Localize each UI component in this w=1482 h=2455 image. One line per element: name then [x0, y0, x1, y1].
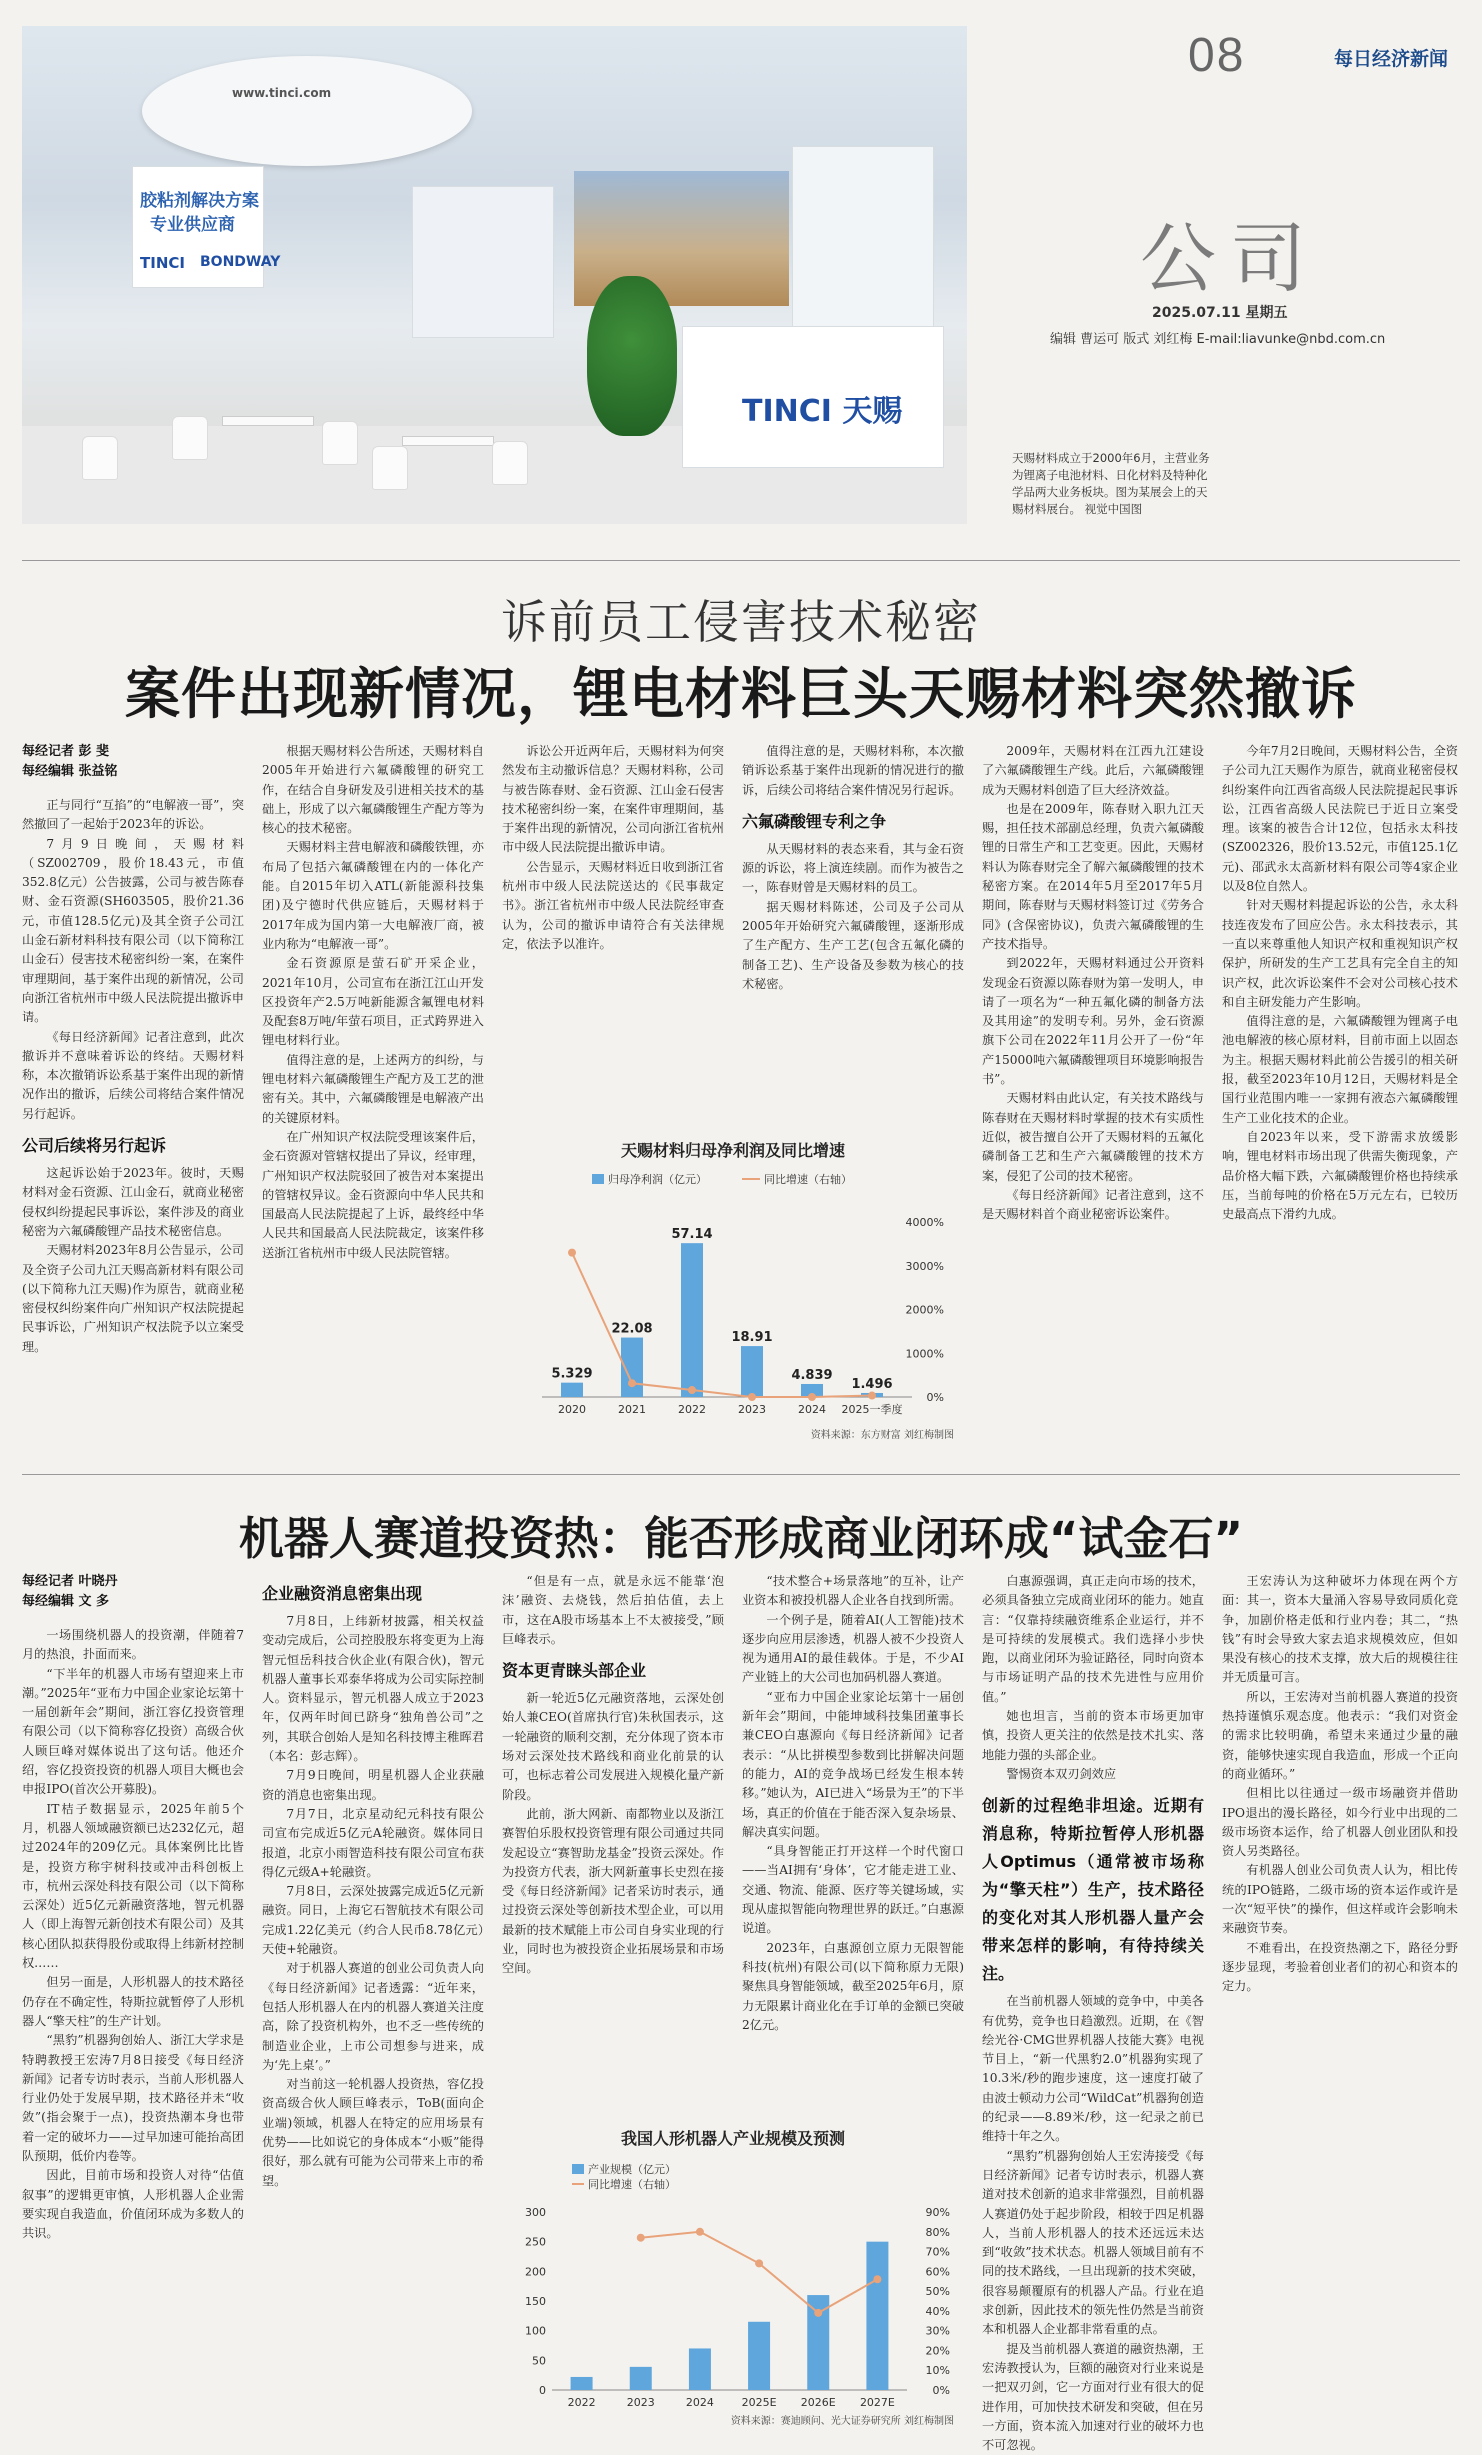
divider [22, 1474, 1460, 1475]
x-tick-label: 2020 [558, 1403, 586, 1416]
paragraph: 此前，浙大网新、南都物业以及浙江赛智伯乐股权投资管理有限公司通过共同发起设立“赛智助龙基金”投资云深处。作为投资方代表，浙大网新董事长史烈在接受《每日经济新闻》记者采访时表示，通过投资云深处等创新技术型企业，可以用最新的技术赋能上市公司自身实业现的行业，同时也为被投资企业拓展场景和市场空间。 [502, 1806, 724, 1976]
paragraph: 值得注意的是，天赐材料称，本次撤销诉讼系基于案件出现新的情况进行的撤诉，后续公司将结合案件情况另行起诉。 [742, 744, 964, 797]
x-tick-label: 2025一季度 [841, 1403, 903, 1416]
x-tick-label: 2026E [800, 2396, 836, 2409]
chair [172, 416, 208, 460]
right-tick-label: 10% [925, 2364, 950, 2378]
booth-photo [22, 26, 967, 524]
left-tick-label: 250 [525, 2235, 546, 2249]
paragraph: 根据天赐材料公告所述，天赐材料自2005年开始进行六氟磷酸锂的研究工作，在结合自身研发及引进相关技术的基础上，形成了以六氟磷酸锂生产配方等为核心的技术秘密。 [262, 744, 484, 836]
article2-col3 [502, 1572, 724, 2112]
sign-line-1: 胶粘剂解决方案 [140, 191, 259, 211]
x-tick-label: 2023 [626, 2396, 655, 2409]
paragraph: 有机器人创业公司负责人认为，相比传统的IPO链路，二级市场的资本运作或许是一次“短平快”的操作，但这样或许会影响未来融资节奏。 [1222, 1863, 1458, 1936]
growth-point [808, 1393, 816, 1401]
right-tick-label: 70% [925, 2245, 950, 2259]
paragraph: 2023年，白惠源创立原力无限智能科技(杭州)有限公司(以下简称原力无限)聚焦具身智能领域，截至2025年6月，原力无限累计商业化在手订单的金额已突破2亿元。 [742, 1940, 964, 2032]
paragraph: 金石资源原是萤石矿开采企业，2021年10月，公司宣布在浙江江山开发区投资年产2.5万吨新能源含氟锂电材料及配套8万吨/年萤石项目，正式跨界进入锂电材料行业。 [262, 956, 484, 1048]
plant [587, 276, 677, 436]
brand-bondway: BONDWAY [200, 254, 281, 270]
chart-source: 资料来源：赛迪顾问、光大证券研究所 刘红梅制图 [730, 2416, 954, 2427]
legend-bar-label: 产业规模（亿元） [588, 2163, 676, 2176]
display-panel-right [792, 146, 934, 338]
page-number: 08 [1188, 29, 1246, 82]
paragraph: 新一轮近5亿元融资落地，云深处创始人兼CEO(首席执行官)朱秋国表示，这一轮融资的顺利交割，充分体现了资本市场对云深处技术路线和商业化前景的认可，也标志着公司发展进入规模化量产新阶段。 [502, 1691, 724, 1802]
chart-net-profit [502, 1132, 964, 1447]
paragraph: 白惠源强调，真正走向市场的技术，必须具备独立完成商业闭环的能力。她直言：“仅靠持续融资维系企业运行，并不是可持续的发展模式。我们选择小步快跑，以商业闭环为验证路径，同时向资本与市场证明产品的技术先进性与应用价值。” [982, 1574, 1204, 1704]
right-tick-label: 30% [925, 2324, 950, 2338]
chair [492, 441, 528, 485]
subheading: 企业融资消息密集出现 [262, 1584, 423, 1603]
left-tick-label: 100 [525, 2324, 546, 2338]
paragraph: “技术整合+场景落地”的互补，让产业资本和被投机器人企业各自找到所需。 [742, 1574, 964, 1608]
paragraph: 针对天赐材料提起诉讼的公告，永太科技连夜发布了回应公告。永太科技表示，其一直以来尊重他人知识产权和重视知识产权保护，所研发的生产工艺具有完全自主的知识产权，此次诉讼案件不会对公司核心技术和自主研发能力产生影响。 [1222, 898, 1458, 1009]
ceiling-sign [142, 56, 472, 166]
paragraph: 在当前机器人领域的竞争中，中美各有优势，竞争也日趋激烈。近期，在《智绘光谷·CMG世界机器人技能大赛》电视节目上，“新一代黑豹2.0”机器狗实现了10.3米/秒的跑步速度，这一速度打破了由波士顿动力公司“WildCat”机器狗创造的纪录——8.89米/秒，这一纪录之前已维持十年之久。 [982, 1994, 1204, 2144]
article2-col2 [262, 1572, 484, 2432]
article2-col5 [982, 1572, 1204, 2453]
paragraph: 但另一面是，人形机器人的技术路径仍存在不确定性，特斯拉就暂停了人形机器人“擎天柱”的生产计划。 [22, 1975, 244, 2028]
article1-kicker: 诉前员工侵害技术秘密 [501, 595, 981, 649]
byline [22, 1572, 244, 1612]
paragraph: 对当前这一轮机器人投资热，容亿投资高级合伙人顾巨峰表示，ToB(面向企业端)领域，机器人在特定的应用场景有优势——比如说它的身体成本“小贩”能得很好，那么就有可能为公司带来上市的希望。 [262, 2077, 484, 2188]
legend-line-label: 同比增速（右轴） [764, 1173, 852, 1186]
growth-point [755, 2259, 763, 2267]
paragraph: 所以，王宏涛对当前机器人赛道的投资热持谨慎乐观态度。他表示：“我们对资金的需求比较明确，希望未来通过少量的融资，能够快速实现自我造血，形成一个正向的商业循环。” [1222, 1689, 1458, 1781]
paragraph: 7月7日，北京星动纪元科技有限公司宣布完成近5亿元A轮融资。媒体同日报道，北京小雨智造科技有限公司宣布获得亿元级A+轮融资。 [262, 1806, 484, 1879]
left-tick-label: 300 [525, 2206, 546, 2219]
paragraph: 她也坦言，当前的资本市场更加审慎，投资人更关注的依然是技术扎实、落地能力强的头部企业。 [982, 1709, 1204, 1762]
article2-col4 [742, 1572, 964, 2112]
legend-bar-swatch [592, 1174, 604, 1184]
left-tick-label: 150 [525, 2295, 546, 2308]
divider [22, 560, 1460, 561]
paragraph: 《每日经济新闻》记者注意到，这不是天赐材料首个商业秘密诉讼案件。 [982, 1187, 1204, 1222]
bar [571, 2377, 593, 2390]
paragraph: 但相比以往通过一级市场融资并借助IPO退出的漫长路径，如今行业中出现的二级市场资本运作，给了机器人创业团队和投资人另类路径。 [1222, 1786, 1458, 1859]
right-tick-label: 4000% [905, 1216, 944, 1229]
paragraph: IT桔子数据显示，2025年前5个月，机器人领域融资额已达232亿元，超过2024年的209亿元。具体案例比比皆是，投资方称宇树科技或冲击科创板上市，杭州云深处科技有限公司（以下简称云深处）近5亿元新融资落地，智元机器人（即上海智元新创技术有限公司）及其核心团队拟获得股份或取得上纬新材控制权…… [22, 1801, 244, 1971]
paragraph: 天赐材料2023年8月公告显示，公司及全资子公司九江天赐高新材料有限公司(以下简称九江天赐)作为原告，就商业秘密侵权纠纷案件向广州知识产权法院提起民事诉讼，广州知识产权法院予以立案受理。 [22, 1243, 244, 1354]
paragraph: 从天赐材料的表态来看，其与金石资源的诉讼，将上演连续剧。而作为被告之一，陈春财曾是天赐材料的员工。 [742, 841, 964, 895]
bar-value-label: 22.08 [611, 1321, 653, 1337]
article2-col1 [22, 1572, 244, 2432]
paragraph: 值得注意的是，上述两方的纠纷，与锂电材料六氟磷酸锂生产配方及工艺的泄密有关。其中，六氟磷酸锂是电解液产出的关键原材料。 [262, 1052, 484, 1125]
article1-col3 [502, 742, 724, 1122]
subheading: 公司后续将另行起诉 [22, 1136, 167, 1156]
paragraph: 王宏涛认为这种破坏力体现在两个方面：其一，资本大量涌入容易导致同质化竞争，加剧价格走低和行业内卷；其二，“热钱”有时会导致大家去追求规模效应，但如果没有核心的技术支撑，放大后的规模往往并无质量可言。 [1222, 1574, 1458, 1685]
right-tick-label: 60% [925, 2265, 950, 2279]
x-tick-label: 2022 [678, 1403, 706, 1416]
legend-line-label: 同比增速（右轴） [588, 2178, 676, 2191]
x-tick-label: 2024 [798, 1403, 826, 1416]
x-tick-label: 2027E [859, 2396, 895, 2409]
paragraph: “但是有一点，就是永远不能靠‘泡沫’融资、去烧钱，然后拍估值，去上市，这在A股市场基本上不太被接受，”顾巨峰表示。 [502, 1574, 724, 1646]
paragraph: “具身智能正打开这样一个时代窗口——当AI拥有‘身体’，它才能走进工业、交通、物流、能源、医疗等关键场域，实现从虚拟智能向物理世界的跃迁。”白惠源说道。 [742, 1844, 964, 1936]
table [222, 416, 314, 426]
chart-title: 天赐材料归母净利润及同比增速 [620, 1141, 846, 1160]
paragraph: “亚布力中国企业家论坛第十一届创新年会”期间，中能坤域科技集团董事长兼CEO白惠源向《每日经济新闻》记者表示：“从比拼模型参数到比拼解决问题的能力，AI的竞争战场已经发生根本转移。”她认为，AI已进入“场景为王”的下半场，真正的价值在于能否深入复杂场景、解决真实问题。 [742, 1689, 964, 1839]
right-tick-label: 0% [932, 2384, 950, 2397]
paragraph: 对于机器人赛道的创业公司负责人向《每日经济新闻》记者透露：“近年来，包括人形机器人在内的机器人赛道关注度高，除了投资机构外，也不乏一些传统的制造业企业，上市公司想参与进来，成为‘先上桌’。” [262, 1961, 484, 2072]
right-tick-label: 80% [925, 2225, 950, 2239]
chair [372, 446, 408, 490]
bar [561, 1383, 583, 1397]
right-tick-label: 90% [925, 2206, 950, 2219]
section-title: 公司 [1140, 214, 1320, 303]
paragraph: “黑豹”机器狗创始人王宏涛接受《每日经济新闻》记者专访时表示，机器人赛道对技术创新的追求非常强烈，目前机器人赛道仍处于起步阶段，相较于四足机器人，当前人形机器人的技术还远远未达到“收敛”技术状态。机器人领域目前有不同的技术路线，一旦出现新的技术突破，很容易颠覆原有的机器人产品。行业在追求创新，因此技术的领先性仍然是当前资本和机器人企业都非常看重的点。 [982, 2148, 1204, 2337]
paragraph: 自2023年以来，受下游需求放缓影响，锂电材料市场出现了供需失衡现象，产品价格大幅下跌，六氟磷酸锂价格也持续承压，当前每吨的价格在5万元左右，已较历史最高点下滑约九成。 [1222, 1129, 1458, 1222]
paragraph: 《每日经济新闻》记者注意到，此次撤诉并不意味着诉讼的终结。天赐材料称，本次撤销诉讼系基于案件出现的新情况作出的撤诉，后续公司将结合案件情况另行起诉。 [22, 1029, 244, 1121]
byline [22, 742, 244, 782]
chair [322, 421, 358, 465]
left-tick-label: 200 [525, 2265, 546, 2279]
bar-value-label: 4.839 [791, 1367, 833, 1383]
display-panel-mid [412, 186, 554, 338]
growth-point [814, 2309, 822, 2317]
left-tick-label: 0 [539, 2384, 546, 2397]
table [402, 436, 494, 446]
paragraph: 提及当前机器人赛道的融资热潮，王宏涛教授认为，巨额的融资对行业来说是一把双刃剑，它一方面对行业有很大的促进作用，可加快技术研发和突破，但在另一方面，资本流入加速对行业的破坏力也不可忽视。 [982, 2341, 1204, 2453]
bar [741, 1346, 763, 1397]
growth-point [688, 1386, 696, 1394]
x-tick-label: 2023 [738, 1403, 766, 1416]
photo-caption: 天赐材料成立于2000年6月，主营业务为锂离子电池材料、日化材料及特种化学品两大业务板块。图为某展会上的天赐材料展台。 视觉中国图 [1012, 451, 1210, 516]
bar [748, 2322, 770, 2390]
right-tick-label: 40% [925, 2304, 950, 2318]
paper-name: 每日经济新闻 [1334, 48, 1449, 70]
growth-point [868, 1392, 876, 1400]
paragraph: 天赐材料由此认定，有关技术路线与陈春财在天赐材料时掌握的技术有实质性近似，被告擅自公开了天赐材料的五氟化磷制备工艺和生产六氟磷酸锂的技术方案，侵犯了公司的技术秘密。 [982, 1091, 1204, 1183]
paragraph: 在广州知识产权法院受理该案件后，金石资源对管辖权提出了异议，经审理，广州知识产权法院驳回了被告对本案提出的管辖权异议。金石资源向中华人民共和国最高人民法院提起了上诉，最终经中华人民共和国最高人民法院裁定，该案件移送浙江省杭州市中级人民法院管辖。 [262, 1129, 484, 1260]
paragraph: 2009年，天赐材料在江西九江建设了六氟磷酸锂生产线。此后，六氟磷酸锂成为天赐材料创造了巨大经济效益。 [982, 744, 1204, 797]
growth-point [637, 2234, 645, 2242]
website-text: www.tinci.com [232, 86, 332, 100]
paragraph: 诉讼公开近两年后，天赐材料为何突然发布主动撤诉信息？天赐材料称，公司与被告陈春财、金石资源、江山金石侵害技术秘密纠纷一案，在案件审理期间，基于案件出现的新情况，公司向浙江省杭州市中级人民法院提出撤诉申请。 [502, 744, 724, 855]
x-tick-label: 2021 [618, 1403, 646, 1416]
right-tick-label: 50% [925, 2285, 950, 2299]
reporter: 每经记者 叶晓丹 [22, 1574, 118, 1589]
paragraph: 一场围绕机器人的投资潮，伴随着7月的热浪，扑面而来。 [22, 1628, 244, 1662]
legend-bar-label: 归母净利润（亿元） [608, 1173, 707, 1186]
article1-col6 [1222, 742, 1458, 1442]
paragraph: 因此，目前市场和投资人对待“估值叙事”的逻辑更审慎，人形机器人企业需要实现自我造血，价值闭环成为多数人的共识。 [22, 2168, 244, 2241]
bar-value-label: 18.91 [731, 1330, 773, 1346]
chart-background [502, 1132, 964, 1447]
x-tick-label: 2022 [567, 2396, 596, 2409]
chart-title: 我国人形机器人产业规模及预测 [620, 2129, 846, 2148]
paragraph: 据天赐材料陈述，公司及子公司从2005年开始研究六氟磷酸锂，逐渐形成了生产配方、生产工艺(包含五氟化磷的制备工艺)、生产设备及参数为核心的技术秘密。 [742, 899, 964, 991]
bar [866, 2242, 888, 2390]
right-tick-label: 1000% [905, 1347, 944, 1361]
right-tick-label: 2000% [905, 1303, 944, 1317]
sign-line-2: 专业供应商 [150, 215, 235, 235]
paragraph: 7月9日晚间，明星机器人企业获融资的消息也密集出现。 [262, 1768, 484, 1802]
article1-headline: 案件出现新情况，锂电材料巨头天赐材料突然撤诉 [124, 662, 1357, 726]
paragraph: “下半年的机器人市场有望迎来上市潮。”2025年“亚布力中国企业家论坛第十一届创新年会”期间，浙江容亿投资管理有限公司（以下简称容亿投资）高级合伙人顾巨峰对媒体说出了这句话。他还介绍，容亿投资投资的机器人项目大概也会申报IPO(首次公开募股)。 [22, 1666, 244, 1797]
x-tick-label: 2024 [685, 2396, 714, 2409]
right-tick-label: 0% [926, 1391, 944, 1404]
chart-source: 资料来源：东方财富 刘红梅制图 [810, 1430, 954, 1441]
paragraph: 警惕资本双刃剑效应 [1006, 1766, 1117, 1781]
bar [630, 2367, 652, 2390]
bar-value-label: 57.14 [671, 1227, 713, 1243]
brand-tinci: TINCI [140, 254, 185, 272]
subheading: 资本更青睐头部企业 [502, 1661, 647, 1681]
paragraph: “黑豹”机器狗创始人、浙江大学求是特聘教授王宏涛7月8日接受《每日经济新闻》记者专访时表示，当前人形机器人行业仍处于发展早期，技术路径并未“收敛”(指会聚于一点)，投资热潮本身也带着一定的破坏力——过早加速可能抬高团队预期，低价内卷等。 [22, 2033, 244, 2164]
editor: 每经编辑 张益铭 [22, 764, 118, 779]
article1-col2 [262, 742, 484, 1442]
article1-col1 [22, 742, 244, 1442]
chart-robot-market [502, 2122, 964, 2432]
subheading: 创新的过程绝非坦途。近期有消息称，特斯拉暂停人形机器人Optimus（通常被市场称为“擎天柱”）生产，技术路径的变化对其人形机器人量产会带来怎样的影响，有待持续关注。 [982, 1796, 1204, 1984]
issue-date: 2025.07.11 星期五 [1152, 305, 1288, 321]
paragraph: 7月8日，云深处披露完成近5亿元新融资。同日，上海它石智航技术有限公司完成1.22亿美元（约合人民币8.78亿元）天使+轮融资。 [262, 1884, 484, 1957]
left-tick-label: 50 [532, 2354, 546, 2368]
paragraph: 正与同行“互掐”的“电解液一哥”，突然撤回了一起始于2023年的诉讼。 [22, 798, 244, 832]
brand-main: TINCI 天赐 [742, 394, 903, 429]
growth-point [568, 1249, 576, 1257]
subheading: 六氟磷酸锂专利之争 [742, 811, 887, 831]
x-tick-label: 2025E [741, 2396, 777, 2409]
paragraph: 公告显示，天赐材料近日收到浙江省杭州市中级人民法院送达的《民事裁定书》。浙江省杭州市中级人民法院经审查认为，公司的撤诉申请符合有关法律规定，依法予以准许。 [502, 859, 724, 951]
right-tick-label: 3000% [905, 1259, 944, 1273]
paragraph: 值得注意的是，六氟磷酸锂为锂离子电池电解液的核心原材料，目前市面上以固态为主。根据天赐材料此前公告援引的相关研报，截至2023年10月12日，天赐材料是全国行业范围内唯一一家拥有液态六氟磷酸锂生产工业化技术的企业。 [1222, 1014, 1458, 1125]
paragraph: 今年7月2日晚间，天赐材料公告，全资子公司九江天赐作为原告，就商业秘密侵权纠纷案件向江西省高级人民法院提起民事诉讼，江西省高级人民法院已于近日立案受理。该案的被告合计12位，包括永太科技(SZ002326，股价13.52元，市值125.1亿元)、邵武永太高新材料有限公司等4家企业以及8位自然人。 [1222, 744, 1458, 894]
paragraph: 不难看出，在投资热潮之下，路径分野逐步显现，考验着创业者们的初心和资本的定力。 [1222, 1940, 1458, 1994]
article2-headline: 机器人赛道投资热：能否形成商业闭环成“试金石” [238, 1512, 1244, 1565]
bar-value-label: 1.496 [851, 1376, 893, 1392]
growth-point [628, 1379, 636, 1387]
editor-line: 编辑 曹运可 版式 刘红梅 E-mail:liavunke@nbd.com.cn [1050, 332, 1386, 347]
paragraph: 一个例子是，随着AI(人工智能)技术逐步向应用层渗透，机器人被不少投资人视为通用AI的最佳载体。于是，不少AI产业链上的大公司也加码机器人赛道。 [742, 1612, 964, 1685]
paragraph: 也是在2009年，陈春财入职九江天赐，担任技术部副总经理，负责六氟磷酸锂的日常生产和工艺变更。因此，天赐材料认为陈春财完全了解六氟磷酸锂的技术秘密方案。在2014年5月至2017年5月期间，陈春财与天赐材料签订过《劳务合同》(含保密协议)，负责六氟磷酸锂的生产技术指导。 [982, 801, 1204, 951]
legend-bar-swatch [572, 2164, 584, 2174]
article1-col4 [742, 742, 964, 1122]
paragraph: 到2022年，天赐材料通过公开资料发现金石资源以陈春财为第一发明人，申请了一项名为“一种五氟化磷的制备方法及其用途”的发明专利。另外，金石资源旗下公司在2022年11月公开了一份“年产15000吨六氟磷酸锂项目环境影响报告书”。 [982, 956, 1204, 1087]
paragraph: 这起诉讼始于2023年。彼时，天赐材料对金石资源、江山金石，就商业秘密侵权纠纷提起民事诉讼，案件涉及的商业秘密为六氟磷酸锂产品技术秘密信息。 [22, 1166, 244, 1238]
paragraph: 天赐材料主营电解液和磷酸铁锂，亦布局了包括六氟磷酸锂在内的一体化产能。自2015年切入ATL(新能源科技集团)及宁德时代供应链后，天赐材料于2017年成为国内第一大电解液厂商，被业内称为“电解液一哥”。 [262, 840, 484, 951]
growth-point [748, 1393, 756, 1401]
bar [681, 1243, 703, 1397]
bar-value-label: 5.329 [551, 1366, 593, 1382]
growth-point [696, 2228, 704, 2236]
bar [689, 2348, 711, 2390]
reporter: 每经记者 彭 斐 [22, 744, 110, 759]
right-tick-label: 20% [925, 2344, 950, 2358]
editor: 每经编辑 文 多 [22, 1594, 110, 1609]
paragraph: 7月9日晚间，天赐材料（SZ002709，股价18.43元，市值352.8亿元）公告披露，公司与被告陈春财、金石资源(SH603505，股价21.36元，市值128.5亿元)及其全资子公司江山金石新材料科技有限公司（以下简称江山金石）侵害技术秘密纠纷一案，在案件审理期间，基于案件出现的新情况，公司向浙江省杭州市中级人民法院提出撤诉申请。 [22, 836, 244, 1025]
article2-col6 [1222, 1572, 1458, 2432]
growth-point [873, 2275, 881, 2283]
article1-col5 [982, 742, 1204, 1442]
paragraph: 7月8日，上纬新材披露，相关权益变动完成后，公司控股股东将变更为上海智元恒岳科技合伙企业(有限合伙)，智元机器人董事长邓泰华将成为公司实际控制人。资料显示，智元机器人成立于2023年，仅两年时间已跻身“独角兽公司”之列，其联合创始人是知名科技博主稚晖君（本名：彭志辉）。 [262, 1614, 484, 1764]
chair [82, 436, 118, 480]
